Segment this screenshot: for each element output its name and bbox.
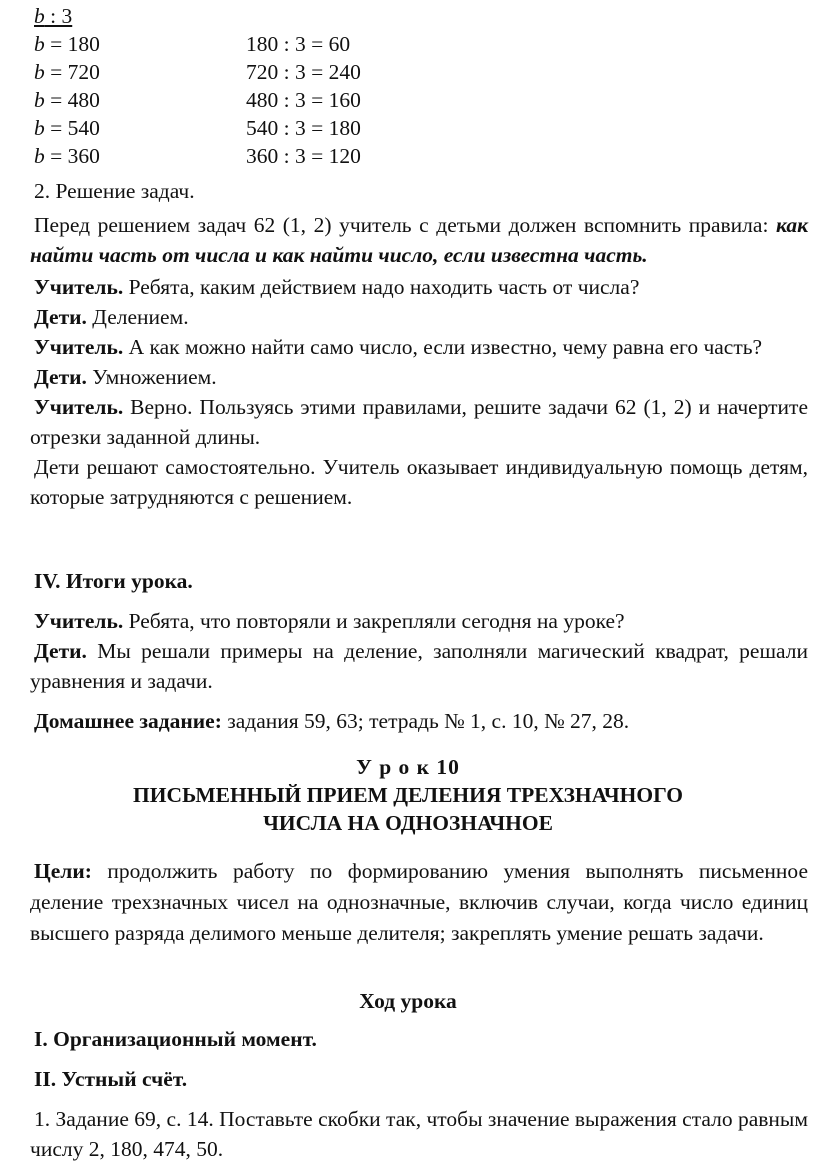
variable-b: b <box>34 144 45 168</box>
speaker-teacher: Учитель. <box>34 275 124 299</box>
section-2-heading: 2. Решение задач. <box>34 179 195 203</box>
section-4 <box>30 566 808 736</box>
row-value: = 180 <box>44 32 100 56</box>
variable-b: b <box>34 32 45 56</box>
dialog-text: А как можно найти само число, если известно, чему равна его часть? <box>123 335 763 359</box>
row-result: 720 : 3 = 240 <box>246 60 361 84</box>
closing-text: Дети решают самостоятельно. Учитель оказывает индивидуальную помощь детям, которые затрудняются с решением. <box>30 455 808 509</box>
dialog-line <box>30 606 808 636</box>
row-value: = 540 <box>44 116 100 140</box>
lesson-title-line-2: ЧИСЛА НА ОДНОЗНАЧНОЕ <box>263 811 553 835</box>
table-header-expression <box>34 2 72 30</box>
homework <box>30 706 808 736</box>
lesson-title-line-1: ПИСЬМЕННЫЙ ПРИЕМ ДЕЛЕНИЯ ТРЕХЗНАЧНОГО <box>133 783 683 807</box>
row-result: 540 : 3 = 180 <box>246 116 361 140</box>
row-assignment <box>34 58 100 86</box>
dialog-line <box>30 332 808 362</box>
lesson-goals <box>30 856 808 949</box>
intro-rule-emphasis: как найти часть от числа и как найти число, если известна часть. <box>30 213 808 267</box>
homework-label: Домашнее задание: <box>34 709 222 733</box>
dialog-text: Делением. <box>86 305 189 329</box>
speaker-children: Дети. <box>34 365 87 389</box>
lesson-number: У р о к 10 <box>356 755 460 779</box>
task-69: 1. Задание 69, с. 14. Поставьте скобки так, чтобы значение выражения стало равным числу 2, 180, 474, 50. <box>30 1107 808 1161</box>
row-value: = 360 <box>44 144 100 168</box>
dialog-line <box>30 362 808 392</box>
speaker-children: Дети. <box>34 639 87 663</box>
course-heading: Ход урока <box>359 989 457 1013</box>
dialog-text: Умножением. <box>86 365 217 389</box>
step-oral-count: II. Устный счёт. <box>34 1067 188 1091</box>
variable-b: b <box>34 4 45 28</box>
variable-b: b <box>34 60 45 84</box>
variable-b: b <box>34 88 45 112</box>
dialog-line <box>30 392 808 452</box>
row-assignment <box>34 142 100 170</box>
row-result: 360 : 3 = 120 <box>246 144 361 168</box>
row-value: = 480 <box>44 88 100 112</box>
row-assignment <box>34 114 100 142</box>
dialog-text: Ребята, что повторяли и закрепляли сегодня на уроке? <box>123 609 625 633</box>
dialog-line <box>30 302 808 332</box>
speaker-children: Дети. <box>34 305 87 329</box>
section-4-heading: IV. Итоги урока. <box>34 569 193 593</box>
speaker-teacher: Учитель. <box>34 609 124 633</box>
speaker-teacher: Учитель. <box>34 395 124 419</box>
homework-text: задания 59, 63; тетрадь № 1, с. 10, № 27, 28. <box>221 709 630 733</box>
dialog-line <box>30 272 808 302</box>
dialog-line <box>30 636 808 696</box>
section-2 <box>30 176 808 512</box>
goals-paragraph <box>30 856 808 949</box>
row-assignment <box>34 30 100 58</box>
speaker-teacher: Учитель. <box>34 335 124 359</box>
divide-by-three: : 3 <box>44 4 73 28</box>
goals-text: продолжить работу по формированию умения выполнять письменное деление трехзначных чисел на однозначные, включив случаи, когда число единиц высшего разряда делимого меньше делителя; закреплять умение решать задачи. <box>30 859 808 945</box>
row-assignment <box>34 86 100 114</box>
goals-label: Цели: <box>34 859 92 883</box>
dialog-text: Ребята, каким действием надо находить часть от числа? <box>123 275 640 299</box>
variable-b: b <box>34 116 45 140</box>
dialog-text: Мы решали примеры на деление, заполняли магический квадрат, решали уравнения и задачи. <box>30 639 808 693</box>
dialog-text: Верно. Пользуясь этими правилами, решите задачи 62 (1, 2) и начертите отрезки заданной длины. <box>30 395 808 449</box>
row-result: 480 : 3 = 160 <box>246 88 361 112</box>
row-result: 180 : 3 = 60 <box>246 32 351 56</box>
row-value: = 720 <box>44 60 100 84</box>
step-organizational: I. Организационный момент. <box>34 1027 317 1051</box>
section-2-intro <box>30 210 808 270</box>
intro-text: Перед решением задач 62 (1, 2) учитель с детьми должен вспомнить правила: <box>34 213 776 237</box>
lesson-steps <box>30 1024 808 1164</box>
